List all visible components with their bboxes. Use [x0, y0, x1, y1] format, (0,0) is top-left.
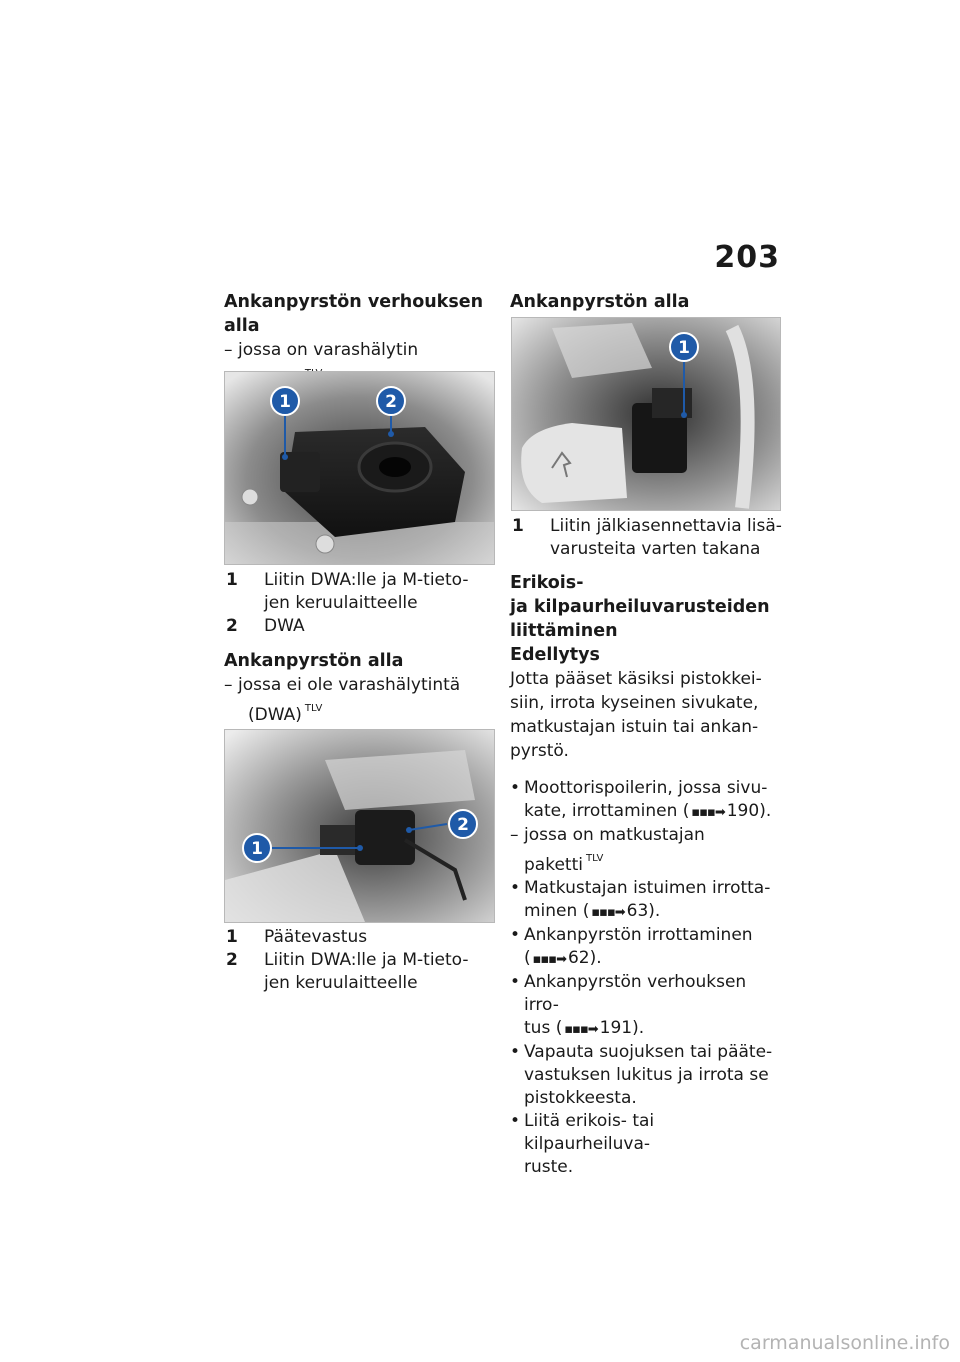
section-heading-3: Ankanpyrstön alla	[510, 292, 690, 312]
section-heading-2: Ankanpyrstön alla	[224, 651, 404, 671]
left-column-section-2	[224, 649, 496, 727]
figure-accessory-connector	[511, 317, 781, 511]
callout-2-label: 2	[385, 392, 397, 412]
legend-item: jen keruulaitteelle	[264, 593, 418, 613]
condition-dwa: – jossa on varashälytin	[224, 338, 496, 392]
section-heading-4-line: Erikois-	[510, 573, 584, 593]
tlv-superscript: TLV	[304, 703, 323, 714]
cross-reference-arrow-icon: ▪▪▪➡	[564, 1022, 598, 1037]
bullet-icon: •	[510, 972, 521, 992]
legend-item: 1 Liitin jälkiasennettavia lisä-	[512, 516, 782, 536]
section-heading-1: Ankanpyrstön verhouksen alla	[224, 292, 484, 336]
figure-resistor-illustration	[225, 730, 494, 922]
legend-item: 1 Päätevastus	[226, 927, 368, 947]
legend-item: varusteita varten takana	[550, 539, 761, 559]
prerequisite-text: matkustajan istuin tai ankan-	[510, 717, 759, 737]
right-column	[510, 290, 782, 314]
callout-1-label: 1	[279, 392, 291, 412]
tlv-superscript: TLV	[585, 853, 604, 864]
dash-icon: –	[224, 675, 233, 695]
legend-item: 2 DWA	[226, 616, 305, 636]
legend-item: jen keruulaitteelle	[264, 973, 418, 993]
dash-icon: –	[224, 340, 233, 360]
legend-item: 1 Liitin DWA:lle ja M-tieto-	[226, 570, 469, 590]
page-reference-link[interactable]: 63	[626, 901, 649, 921]
right-column-section-4	[510, 571, 782, 1179]
legend-figure-2	[224, 926, 496, 995]
watermark-footer: carmanualsonline.info	[739, 1332, 950, 1354]
callout-1-label: 1	[678, 338, 690, 358]
step-remove-tail-cover: • Ankanpyrstön verhouksen irro- tus ( ▪▪▪➡ 191).	[510, 971, 782, 1041]
figure-dwa-connector	[224, 371, 495, 565]
legend-figure-3	[510, 515, 782, 561]
step-remove-engine-spoiler: • Moottorispoilerin, jossa sivu- kate, irrottaminen ( ▪▪▪➡ 190).	[510, 777, 782, 824]
section-heading-4-line: liittäminen	[510, 621, 618, 641]
callout-1-label: 1	[251, 839, 263, 859]
legend-figure-1	[224, 569, 496, 638]
step-release-lock: • Vapauta suojuksen tai pääte- vastuksen lukitus ja irrota se pistokkeesta.	[510, 1042, 773, 1108]
figure-dwa-illustration	[225, 372, 494, 564]
prerequisite-text: Jotta pääset käsiksi pistokkei-	[510, 669, 762, 689]
bullet-icon: •	[510, 878, 521, 898]
page-reference-link[interactable]: 190	[726, 801, 760, 821]
bullet-icon: •	[510, 1111, 521, 1131]
cross-reference-arrow-icon: ▪▪▪➡	[532, 952, 566, 967]
page-reference-link[interactable]: 62	[567, 948, 590, 968]
legend-item: 2 Liitin DWA:lle ja M-tieto-	[226, 950, 469, 970]
dash-icon: –	[510, 825, 519, 845]
cross-reference-arrow-icon: ▪▪▪➡	[691, 805, 725, 820]
callout-2-label: 2	[457, 815, 469, 835]
page-reference-link[interactable]: 191	[599, 1018, 633, 1038]
step-connect-accessory: • Liitä erikois- tai kilpaurheiluva- ruste.	[510, 1111, 655, 1177]
cross-reference-arrow-icon: ▪▪▪➡	[591, 905, 625, 920]
step-remove-passenger-seat: • Matkustajan istuimen irrotta- minen ( ▪▪▪➡ 63).	[510, 877, 782, 924]
bullet-icon: •	[510, 778, 521, 798]
page-number: 203	[714, 240, 780, 275]
condition-no-dwa: – jossa ei ole varashälytintä (DWA) $^{TLV}$	[224, 675, 461, 725]
prerequisite-text: pyrstö.	[510, 741, 569, 761]
figure-accessory-illustration	[512, 318, 780, 510]
prerequisite-heading: Edellytys	[510, 645, 600, 665]
condition-passenger-package: – jossa on matkustajan paketti $^{TLV}$	[510, 825, 705, 875]
step-remove-tail: • Ankanpyrstön irrottaminen ( ▪▪▪➡ 62).	[510, 924, 782, 971]
bullet-icon: •	[510, 1042, 521, 1062]
section-heading-4-line: ja kilpaurheiluvarusteiden	[510, 597, 770, 617]
bullet-icon: •	[510, 925, 521, 945]
prerequisite-text: siin, irrota kyseinen sivukate,	[510, 693, 759, 713]
figure-terminating-resistor	[224, 729, 495, 923]
